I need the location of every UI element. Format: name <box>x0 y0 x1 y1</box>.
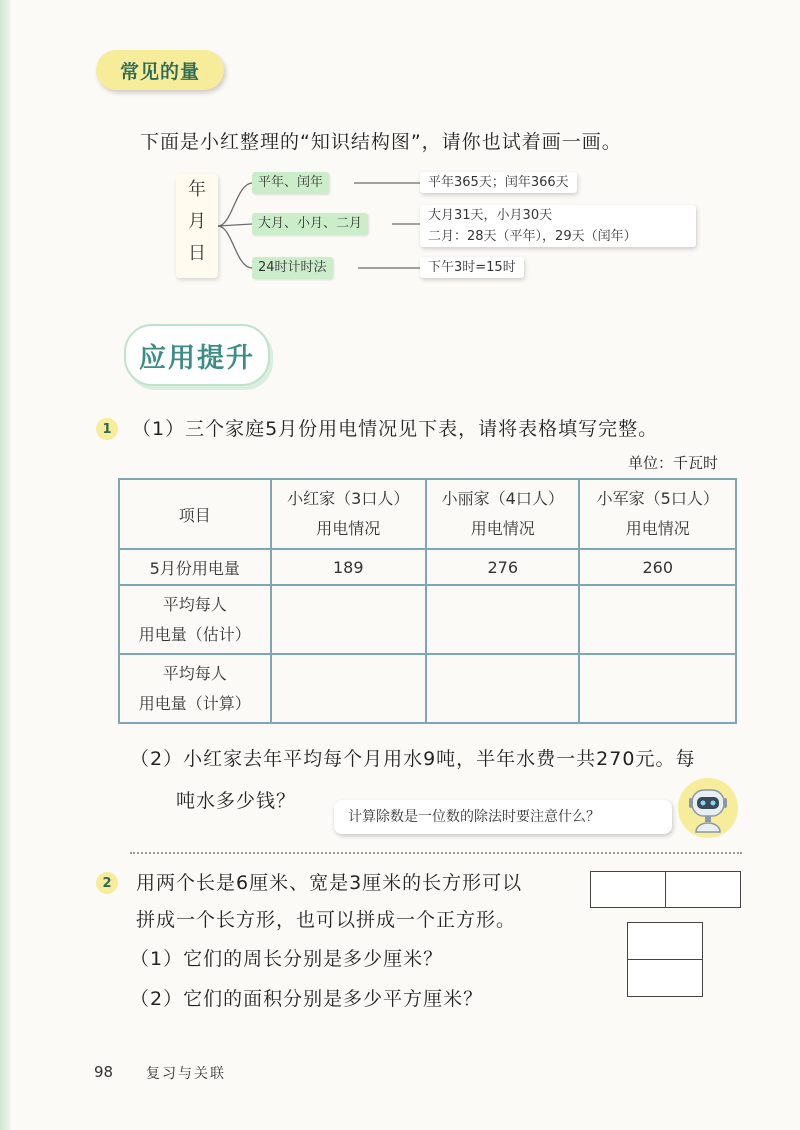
header-col-3: 小军家（5口人） 用电情况 <box>579 479 736 549</box>
row-label: 5月份用电量 <box>119 549 271 585</box>
detail-month-line1: 大月31天，小月30天 <box>428 208 553 223</box>
answer-cell[interactable] <box>271 654 426 723</box>
branch-leap-year: 平年、闰年 <box>252 172 329 194</box>
table-row <box>119 654 736 723</box>
table-cell: 189 <box>271 549 426 585</box>
section-divider <box>130 852 742 854</box>
q2-line1: 用两个长是6厘米、宽是3厘米的长方形可以 <box>136 872 523 894</box>
header-col-2: 小丽家（4口人） 用电情况 <box>426 479 580 549</box>
footer-title: 复习与关联 <box>146 1066 226 1082</box>
application-heading: 应用提升 <box>124 324 270 386</box>
q1-number: 1 <box>96 418 118 440</box>
header-item: 项目 <box>119 479 271 549</box>
table-cell: 260 <box>579 549 736 585</box>
electricity-table <box>118 478 737 724</box>
table-row <box>119 549 736 585</box>
row-label: 平均每人 用电量（估计） <box>119 585 271 654</box>
page-number: 98 <box>94 1063 114 1081</box>
branch-24h: 24时计时法 <box>252 257 333 279</box>
answer-cell[interactable] <box>426 654 580 723</box>
table-row <box>119 585 736 654</box>
row-label: 平均每人 用电量（计算） <box>119 654 271 723</box>
answer-cell[interactable] <box>426 585 580 654</box>
answer-cell[interactable] <box>271 585 426 654</box>
intro-text: 下面是小红整理的“知识结构图”，请你也试着画一画。 <box>140 131 622 153</box>
q2-sub2: （2）它们的面积分别是多少平方厘米？ <box>130 988 484 1010</box>
rect-figure-right <box>665 871 741 908</box>
robot-icon <box>676 776 740 840</box>
answer-cell[interactable] <box>579 585 736 654</box>
q2-line2: 拼成一个长方形，也可以拼成一个正方形。 <box>136 909 517 931</box>
answer-cell[interactable] <box>579 654 736 723</box>
branch-month-types: 大月、小月、二月 <box>252 213 368 235</box>
table-cell: 276 <box>426 549 580 585</box>
root-year: 年 <box>188 179 206 200</box>
square-figure-top <box>627 922 703 960</box>
hint-bubble: 计算除数是一位数的除法时要注意什么？ <box>334 800 672 834</box>
knowledge-map-lines <box>0 0 800 300</box>
q2-sub1: （1）它们的周长分别是多少厘米？ <box>130 948 444 970</box>
table-header-row <box>119 479 736 549</box>
table-unit: 单位：千瓦时 <box>628 454 719 472</box>
detail-month-types <box>420 205 696 247</box>
root-day: 日 <box>188 243 206 264</box>
q1-part2-line1: （2）小红家去年平均每个月用水9吨，半年水费一共270元。每 <box>130 748 696 770</box>
knowledge-root-box <box>176 174 218 278</box>
q1-part2-line2: 吨水多少钱？ <box>176 790 297 812</box>
q2-number: 2 <box>96 872 118 894</box>
q1-part1: （1）三个家庭5月份用电情况见下表，请将表格填写完整。 <box>132 418 659 440</box>
square-figure-bottom <box>627 959 703 997</box>
rect-figure-left <box>590 871 666 908</box>
detail-month-line2: 二月：28天（平年），29天（闰年） <box>428 229 637 244</box>
root-month: 月 <box>188 211 206 232</box>
detail-leap-year: 平年365天；闰年366天 <box>420 172 577 193</box>
detail-24h: 下午3时=15时 <box>420 257 524 278</box>
section-tag: 常见的量 <box>96 50 224 90</box>
header-col-1: 小红家（3口人） 用电情况 <box>271 479 426 549</box>
